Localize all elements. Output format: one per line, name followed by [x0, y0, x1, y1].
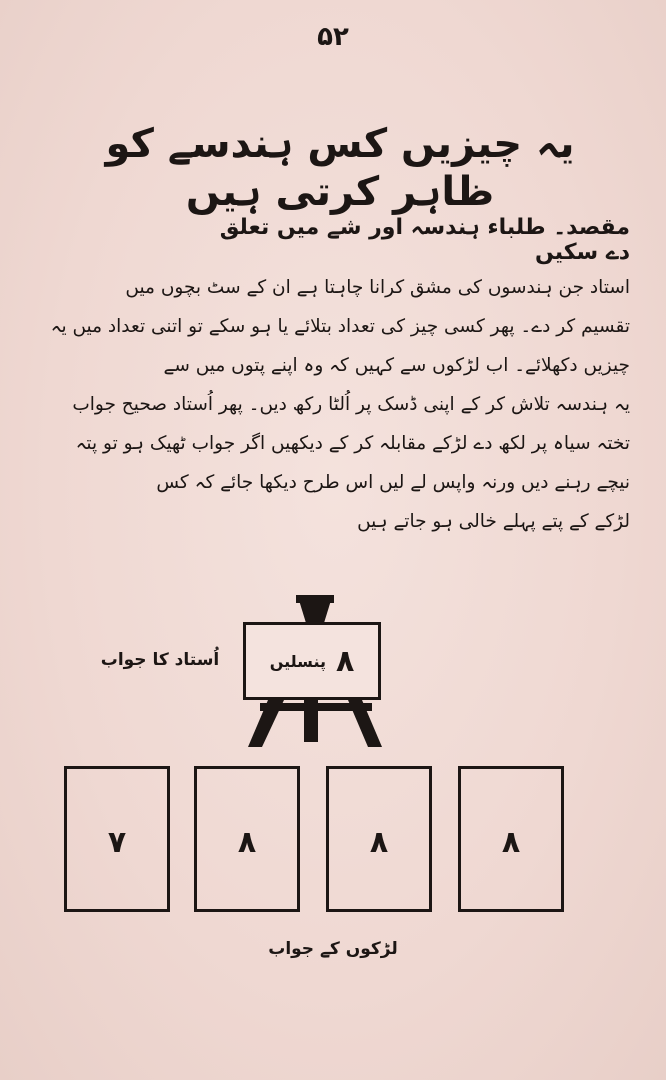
body-line: چیزیں دکھلائے۔ اب لڑکوں سے کہیں کہ وہ اپنے پتوں میں سے: [163, 355, 630, 376]
lesson-objective: مقصد۔ طلباء ہندسہ اور شے میں تعلق دے سکیں: [219, 215, 630, 265]
lesson-title: یہ چیزیں کس ہندسے کو ظاہر کرتی ہیں: [105, 121, 575, 215]
body-line: نیچے رہنے دیں ورنہ واپس لے لیں اس طرح دیکھا جائے کہ کس: [156, 472, 630, 493]
easel-board: [243, 622, 381, 700]
card-number: ۸: [369, 825, 389, 860]
answer-card: [194, 766, 300, 912]
body-line: تقسیم کر دے۔ پھر کسی چیز کی تعداد بتلائے یا ہو سکے تو اتنی تعداد میں یہ: [50, 316, 630, 337]
board-number: ۸: [335, 643, 355, 679]
body-line: تختہ سیاہ پر لکھ دے لڑکے مقابلہ کر کے دیکھیں اگر جواب ٹھیک ہو تو پتہ: [75, 433, 630, 454]
answer-card: [458, 766, 564, 912]
body-line: لڑکے کے پتے پہلے خالی ہو جاتے ہیں: [357, 511, 630, 532]
answer-card: [326, 766, 432, 912]
page-number: ۵۲: [317, 22, 349, 52]
card-number: ۸: [501, 825, 521, 860]
card-number: ۷: [107, 825, 127, 860]
board-word: پنسلیں: [269, 651, 326, 671]
students-answer-label: لڑکوں کے جواب: [268, 939, 398, 959]
card-number: ۸: [237, 825, 257, 860]
teacher-answer-label: اُستاد کا جواب: [100, 650, 220, 670]
answer-card: [64, 766, 170, 912]
lesson-body: [40, 268, 630, 541]
body-line: یہ ہندسہ تلاش کر کے اپنی ڈسک پر اُلٹا رکھ دیں۔ پھر اُستاد صحیح جواب: [72, 394, 630, 415]
body-line: استاد جن ہندسوں کی مشق کرانا چاہتا ہے ان کے سٹ بچوں میں: [125, 277, 630, 298]
